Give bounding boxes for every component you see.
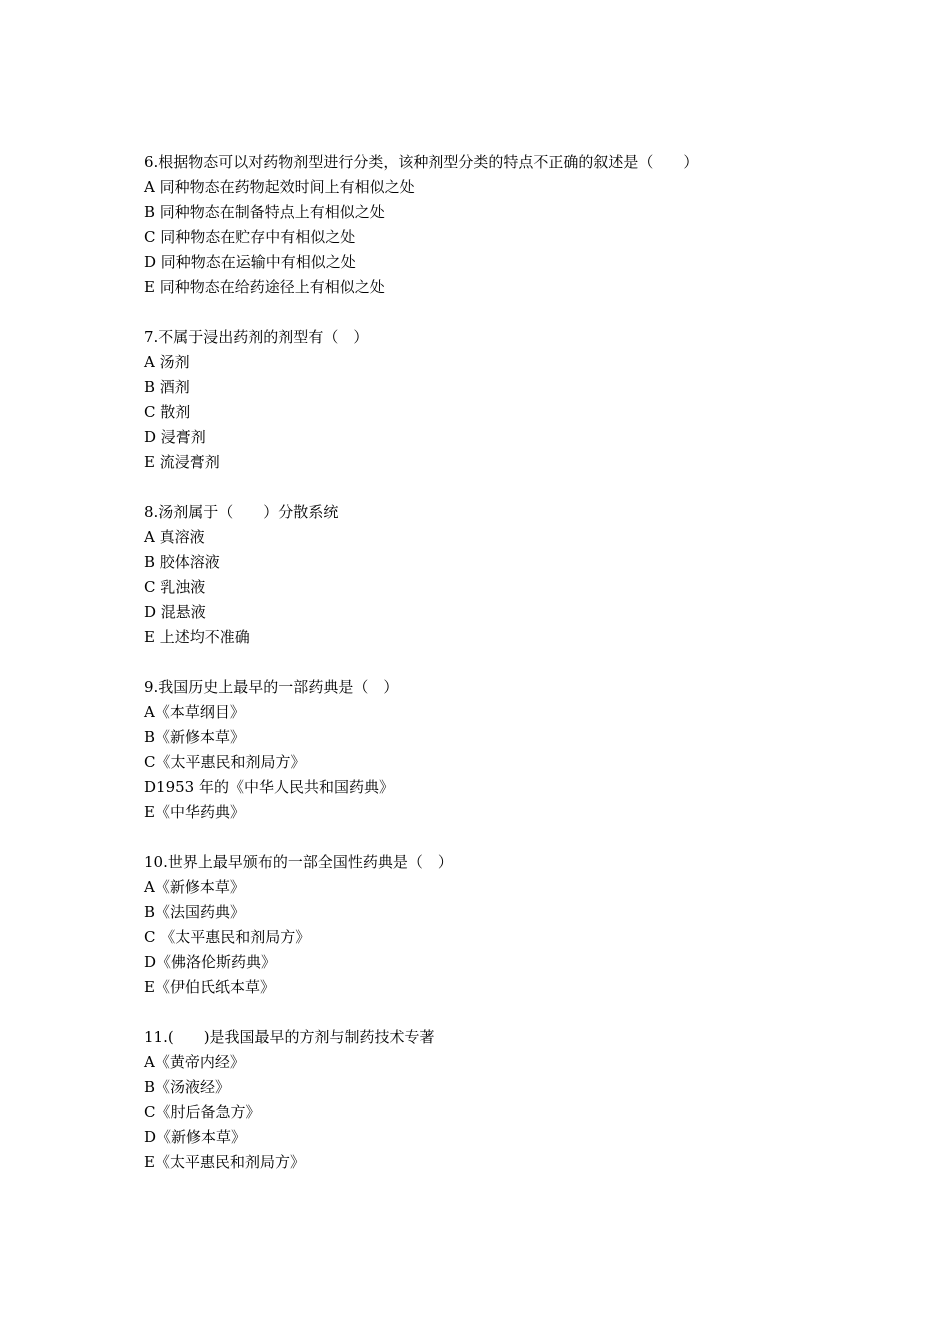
option-d: D1953 年的《中华人民共和国药典》 <box>144 778 394 796</box>
option-a: A 真溶液 <box>144 528 205 546</box>
option-a: A《新修本草》 <box>144 878 245 896</box>
option-b: B《汤液经》 <box>144 1078 231 1096</box>
question-stem: 7.不属于浸出药剂的剂型有（ ） <box>144 328 369 346</box>
document-page <box>144 150 844 1200</box>
option-b: B《法国药典》 <box>144 903 246 921</box>
option-d: D 同种物态在运输中有相似之处 <box>144 253 356 271</box>
question-stem: 10.世界上最早颁布的一部全国性药典是（ ） <box>144 853 453 871</box>
option-c: C 《太平惠民和剂局方》 <box>144 928 311 946</box>
option-a: A 汤剂 <box>144 353 190 371</box>
option-b: B 同种物态在制备特点上有相似之处 <box>144 203 385 221</box>
question-stem: 11.( )是我国最早的方剂与制药技术专著 <box>144 1028 435 1046</box>
option-c: C 同种物态在贮存中有相似之处 <box>144 228 356 246</box>
option-a: A 同种物态在药物起效时间上有相似之处 <box>144 178 415 196</box>
option-c: C《肘后备急方》 <box>144 1103 261 1121</box>
option-d: D 浸膏剂 <box>144 428 206 446</box>
option-a: A《本草纲目》 <box>144 703 245 721</box>
question-stem: 6.根据物态可以对药物剂型进行分类，该种剂型分类的特点不正确的叙述是（ ） <box>144 153 699 171</box>
option-e: E《中华药典》 <box>144 803 245 821</box>
option-d: D《佛洛伦斯药典》 <box>144 953 277 971</box>
option-e: E 流浸膏剂 <box>144 453 220 471</box>
option-c: C《太平惠民和剂局方》 <box>144 753 306 771</box>
option-c: C 散剂 <box>144 403 191 421</box>
option-e: E《太平惠民和剂局方》 <box>144 1153 305 1171</box>
option-c: C 乳浊液 <box>144 578 206 596</box>
option-b: B《新修本草》 <box>144 728 246 746</box>
question-6 <box>144 150 844 300</box>
option-d: D《新修本草》 <box>144 1128 247 1146</box>
option-e: E《伊伯氏纸本草》 <box>144 978 275 996</box>
question-8 <box>144 500 844 650</box>
question-10 <box>144 850 844 1000</box>
option-e: E 同种物态在给药途径上有相似之处 <box>144 278 385 296</box>
question-9 <box>144 675 844 825</box>
option-b: B 酒剂 <box>144 378 190 396</box>
option-b: B 胶体溶液 <box>144 553 220 571</box>
question-11 <box>144 1025 844 1175</box>
option-e: E 上述均不准确 <box>144 628 250 646</box>
option-a: A《黄帝内经》 <box>144 1053 245 1071</box>
question-stem: 9.我国历史上最早的一部药典是（ ） <box>144 678 399 696</box>
question-stem: 8.汤剂属于（ ）分散系统 <box>144 503 339 521</box>
question-7 <box>144 325 844 475</box>
option-d: D 混悬液 <box>144 603 206 621</box>
